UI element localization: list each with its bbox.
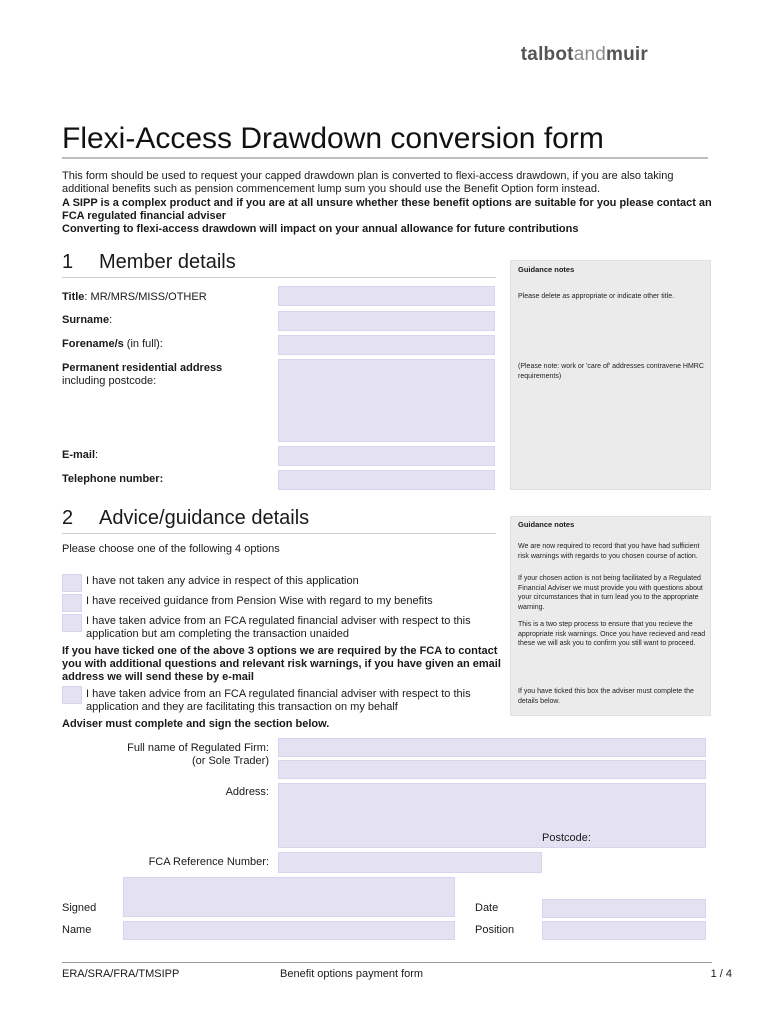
option-1-label: I have not taken any advice in respect of this application: [86, 575, 359, 587]
adviser-name-input[interactable]: [123, 921, 455, 940]
page-title: Flexi-Access Drawdown conversion form: [62, 122, 604, 155]
option-3-label: I have taken advice from an FCA regulated financial adviser with respect to this application but am completing the transaction unaided: [86, 615, 471, 640]
option-4-checkbox[interactable]: [62, 686, 82, 704]
adviser-notice: Adviser must complete and sign the section below.: [62, 718, 330, 730]
title-label-bold: Title: [62, 291, 85, 303]
section-2-guidance-title: Guidance notes: [518, 520, 575, 529]
footer-code: ERA/SRA/FRA/TMSIPP: [62, 968, 180, 980]
date-input[interactable]: [542, 899, 706, 918]
address-label-bold: Permanent residential address: [62, 362, 223, 374]
title-input[interactable]: [278, 286, 495, 306]
section-2-divider: [62, 533, 496, 534]
guidance-note-3: This is a two step process to ensure that you recieve the appropriate risk warnings. Once you have recieved and read these we will ask you to confirm you still want to proceed.: [518, 621, 706, 647]
footer-form-name: Benefit options payment form: [280, 968, 424, 980]
surname-label: [62, 314, 112, 327]
footer-divider: [62, 962, 712, 963]
firm-name-input-1[interactable]: [278, 738, 706, 757]
option-4-label: I have taken advice from an FCA regulated financial adviser with respect to this application and they are facilitating this transaction on my behalf: [86, 688, 471, 713]
footer-page-number: 1 / 4: [710, 968, 732, 980]
guidance-note-1: We are now required to record that you have had sufficient risk warnings with regards to you chosen course of action.: [518, 543, 700, 560]
guidance-title-note: Please delete as appropriate or indicate other title.: [518, 293, 675, 300]
surname-input[interactable]: [278, 311, 495, 331]
logo-part-and: and: [573, 44, 607, 65]
email-label-bold: E-mail: [62, 449, 96, 461]
adviser-address-input[interactable]: [278, 783, 706, 848]
email-input[interactable]: [278, 446, 495, 466]
section-1-guidance-title: Guidance notes: [518, 265, 575, 274]
intro-line-2: A SIPP is a complex product and if you are at all unsure whether these benefit options are suitable for you please contact an FCA regulated financial adviser: [62, 196, 712, 222]
option-1-checkbox[interactable]: [62, 574, 82, 592]
signed-label: Signed: [62, 902, 97, 914]
address-label: [62, 362, 222, 375]
intro-line-1: This form should be used to request your capped drawdown plan is converted to flexi-access drawdown, if you are also taking additional benefits such as pension commencement lump sum you should use the Benefit Option form instead.: [62, 170, 674, 196]
section-2-intro: Please choose one of the following 4 options: [62, 543, 280, 555]
adviser-address-label: Address:: [225, 786, 269, 798]
title-options: : MR/MRS/MISS/OTHER: [84, 291, 207, 303]
phone-input[interactable]: [278, 470, 495, 490]
forename-label: [62, 338, 163, 351]
email-suffix: :: [95, 449, 99, 461]
address-input[interactable]: [278, 359, 495, 442]
position-input[interactable]: [542, 921, 706, 940]
section-1-number: 1: [62, 251, 74, 273]
phone-label: [62, 473, 163, 486]
logo-part-muir: muir: [606, 44, 648, 65]
firm-name-input-2[interactable]: [278, 760, 706, 779]
intro-line-3: Converting to flexi-access drawdown will impact on your annual allowance for future contributions: [62, 223, 579, 236]
email-label: [62, 449, 98, 462]
forename-input[interactable]: [278, 335, 495, 355]
phone-label-bold: Telephone number:: [62, 473, 164, 485]
logo: [521, 44, 648, 66]
position-label: Position: [475, 924, 515, 936]
firm-label: Full name of Regulated Firm:: [127, 742, 269, 754]
section-2-title: Advice/guidance details: [99, 507, 310, 529]
guidance-note-4: If you have ticked this box the adviser must complete the details below.: [518, 688, 694, 705]
section-1-title: Member details: [99, 251, 236, 273]
guidance-address-note: (Please note: work or 'care of' addresses contravene HMRC requirements): [518, 363, 704, 380]
section-1-heading: [62, 251, 236, 274]
address-sublabel: including postcode:: [62, 375, 157, 387]
name-label: Name: [62, 924, 92, 936]
signature-input[interactable]: [123, 877, 455, 917]
surname-label-bold: Surname: [62, 314, 110, 326]
fca-notice: If you have ticked one of the above 3 options we are required by the FCA to contact you with additional questions and relevant risk warnings, if you have given an email address we will send these by e-mail: [62, 645, 501, 683]
postcode-label: Postcode:: [542, 832, 591, 844]
title-label: [62, 291, 207, 304]
title-divider: [62, 157, 708, 159]
option-3-checkbox[interactable]: [62, 614, 82, 632]
option-2-label: I have received guidance from Pension Wise with regard to my benefits: [86, 595, 433, 607]
forename-suffix: (in full):: [123, 338, 163, 350]
option-2-checkbox[interactable]: [62, 594, 82, 612]
fca-ref-label: FCA Reference Number:: [148, 856, 269, 868]
date-label: Date: [475, 902, 499, 914]
surname-suffix: :: [109, 314, 113, 326]
logo-part-talbot: talbot: [520, 44, 574, 65]
forename-label-bold: Forename/s: [62, 338, 124, 350]
section-2-heading: [62, 507, 309, 530]
guidance-note-2: If your chosen action is not being facilitated by a Regulated Financial Adviser we must provide you with questions about your circumstances that in turn lead you to the appropriate warning.: [518, 575, 703, 611]
firm-sublabel: (or Sole Trader): [191, 755, 269, 767]
section-2-number: 2: [62, 507, 74, 529]
intro-text: [62, 170, 712, 236]
fca-ref-input[interactable]: [278, 852, 542, 873]
section-1-divider: [62, 277, 496, 278]
